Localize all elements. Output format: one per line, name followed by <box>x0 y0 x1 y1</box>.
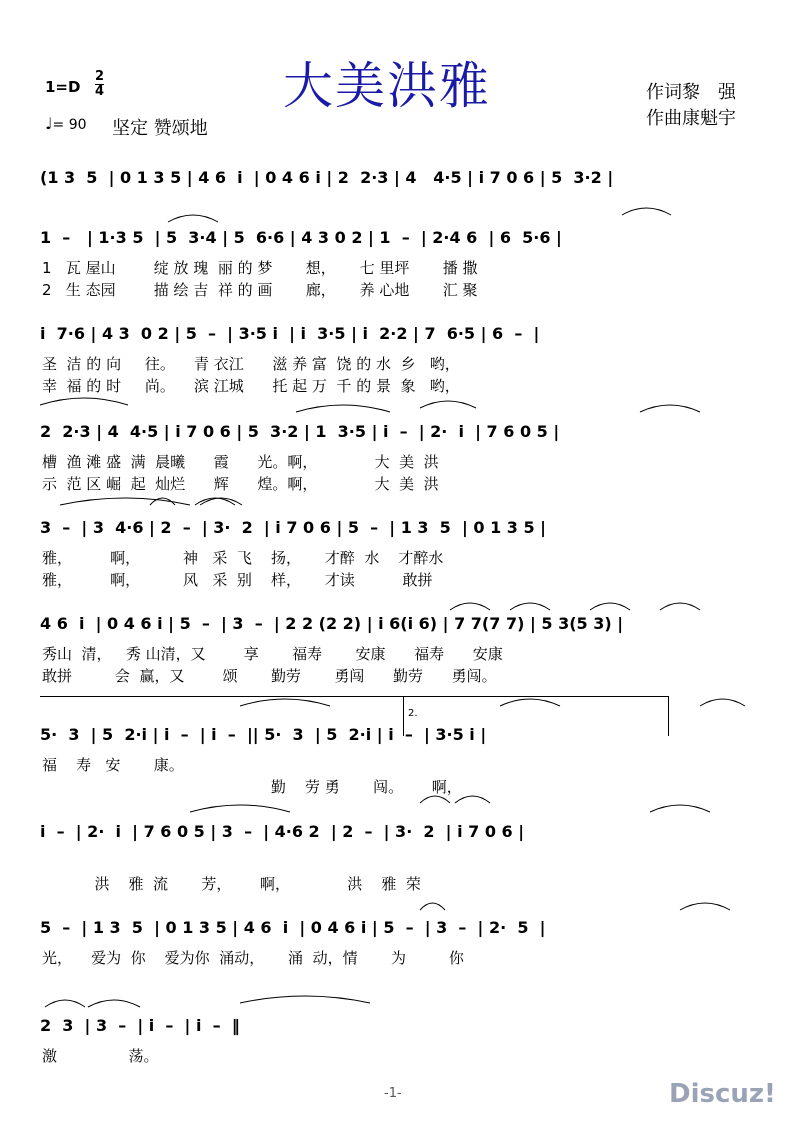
music-system-2: 1 – | 1·3 5 | 5 3·4 | 5 6·6 | 4 3 0 2 | 1 – | 2·4 6 | 6 5·6 | <box>40 228 562 247</box>
slur-3 <box>40 398 128 405</box>
lyric-line-7-2: 勤 劳 勇 闯。 啊， <box>42 778 462 796</box>
slur-12 <box>510 603 550 610</box>
lyric-line-6-1: 秀山 清， 秀 山清，又 享 福寿 安康 福寿 安康 <box>42 645 503 663</box>
watermark: Discuz! <box>669 1079 776 1109</box>
lyric-line-4-1: 槽 渔 滩 盛 满 晨曦 霞 光。啊， 大 美 洪 <box>42 453 439 471</box>
lyric-line-7-1: 福 寿 安 康。 <box>42 756 184 774</box>
song-title: 大美洪雅 <box>283 57 491 115</box>
slur-14 <box>660 603 700 610</box>
music-system-5: 3 – | 3 4·6 | 2 – | 3· 2 | i 7 0 6 | 5 – | 1 3 5 | 0 1 3 5 | <box>40 518 547 537</box>
lyric-line-2-1: 1 瓦 屋山 绽 放 瑰 丽 的 梦 想， 七 里坪 播 撒 <box>42 259 478 277</box>
music-system-6: 4 6 i | 0 4 6 i | 5 – | 3 – | 2 2 (2 2) | i 6(i 6) | 7 7(7 7) | 5 3(5 3) | <box>40 614 624 633</box>
slur-22 <box>420 903 445 910</box>
key-signature: 1=D <box>45 78 81 96</box>
volta-bracket-label: 2. <box>408 708 418 719</box>
slur-15 <box>240 699 330 706</box>
lyric-line-5-1: 雅， 啊， 神 采 飞 扬， 才醉 水 才醉水 <box>42 549 444 567</box>
lyric-line-4-2: 示 范 区 崛 起 灿烂 辉 煌。啊， 大 美 洪 <box>42 475 439 493</box>
expression-marking: 坚定 赞颂地 <box>112 118 208 139</box>
quarter-note-icon: ♩ <box>45 114 53 133</box>
slur-4 <box>296 405 390 412</box>
slur-16 <box>500 699 560 706</box>
music-system-10: 2 3 | 3 – | i – | i – ‖ <box>40 1016 240 1035</box>
slur-17 <box>700 699 745 706</box>
music-system-7: 5· 3 | 5 2·i | i – | i – || 5· 3 | 5 2·i | i – | 3·5 i | <box>40 725 487 744</box>
slur-5 <box>640 405 700 412</box>
lyric-line-3-2: 幸 福 的 时 尚。 滨 江城 托 起 万 千 的 景 象 哟， <box>42 377 460 395</box>
lyric-line-3-1: 圣 洁 的 向 往。 青 衣江 滋 养 富 饶 的 水 乡 哟， <box>42 355 460 373</box>
slur-20 <box>190 805 290 812</box>
slur-2 <box>622 208 671 215</box>
lyricist: 作词黎 强 <box>646 82 736 103</box>
lyric-line-6-2: 敢拼 会 赢，又 颂 勤劳 勇闯 勤劳 勇闯。 <box>42 667 497 685</box>
slur-26 <box>240 996 370 1003</box>
slur-18 <box>420 796 450 803</box>
slur-9 <box>60 498 190 505</box>
slur-8 <box>420 401 476 408</box>
slur-25 <box>88 1000 140 1007</box>
lyric-line-10-1: 激 荡。 <box>42 1047 159 1065</box>
lyric-line-9-1: 光， 爱为 你 爱为你 涌动， 涌 动，情 为 你 <box>42 949 464 967</box>
slur-24 <box>45 1000 85 1007</box>
lyric-line-2-2: 2 生 态园 描 绘 吉 祥 的 画 廊， 养 心地 汇 聚 <box>42 281 478 299</box>
slur-23 <box>680 903 730 910</box>
slur-19 <box>455 796 490 803</box>
tempo-value: = 90 <box>52 117 87 133</box>
slur-21 <box>650 805 710 812</box>
composer: 作曲康魁宇 <box>646 108 736 129</box>
music-system-1: (1 3 5 | 0 1 3 5 | 4 6 i | 0 4 6 i | 2 2·3 | 4 4·5 | i 7 0 6 | 5 3·2 | <box>40 168 614 187</box>
page-number: -1- <box>384 1086 402 1101</box>
music-system-4: 2 2·3 | 4 4·5 | i 7 0 6 | 5 3·2 | 1 3·5 | i – | 2· i | 7 6 0 5 | <box>40 422 560 441</box>
time-signature-numerator: 2 <box>95 69 105 84</box>
slur-11 <box>450 603 490 610</box>
time-signature-denominator: 4 <box>95 84 105 99</box>
lyric-line-5-2: 雅， 啊， 风 采 别 样， 才读 敢拼 <box>42 571 433 589</box>
music-system-8: i – | 2· i | 7 6 0 5 | 3 – | 4·6 2 | 2 – | 3· 2 | i 7 0 6 | <box>40 822 525 841</box>
music-system-9: 5 – | 1 3 5 | 0 1 3 5 | 4 6 i | 0 4 6 i | 5 – | 3 – | 2· 5 | <box>40 918 546 937</box>
slur-13 <box>590 603 630 610</box>
lyric-line-8-2: 洪 雅 流 芳， 啊， 洪 雅 荣 <box>42 875 421 893</box>
slur-1 <box>168 215 218 222</box>
music-system-3: i 7·6 | 4 3 0 2 | 5 – | 3·5 i | i 3·5 | i 2·2 | 7 6·5 | 6 – | <box>40 324 540 343</box>
